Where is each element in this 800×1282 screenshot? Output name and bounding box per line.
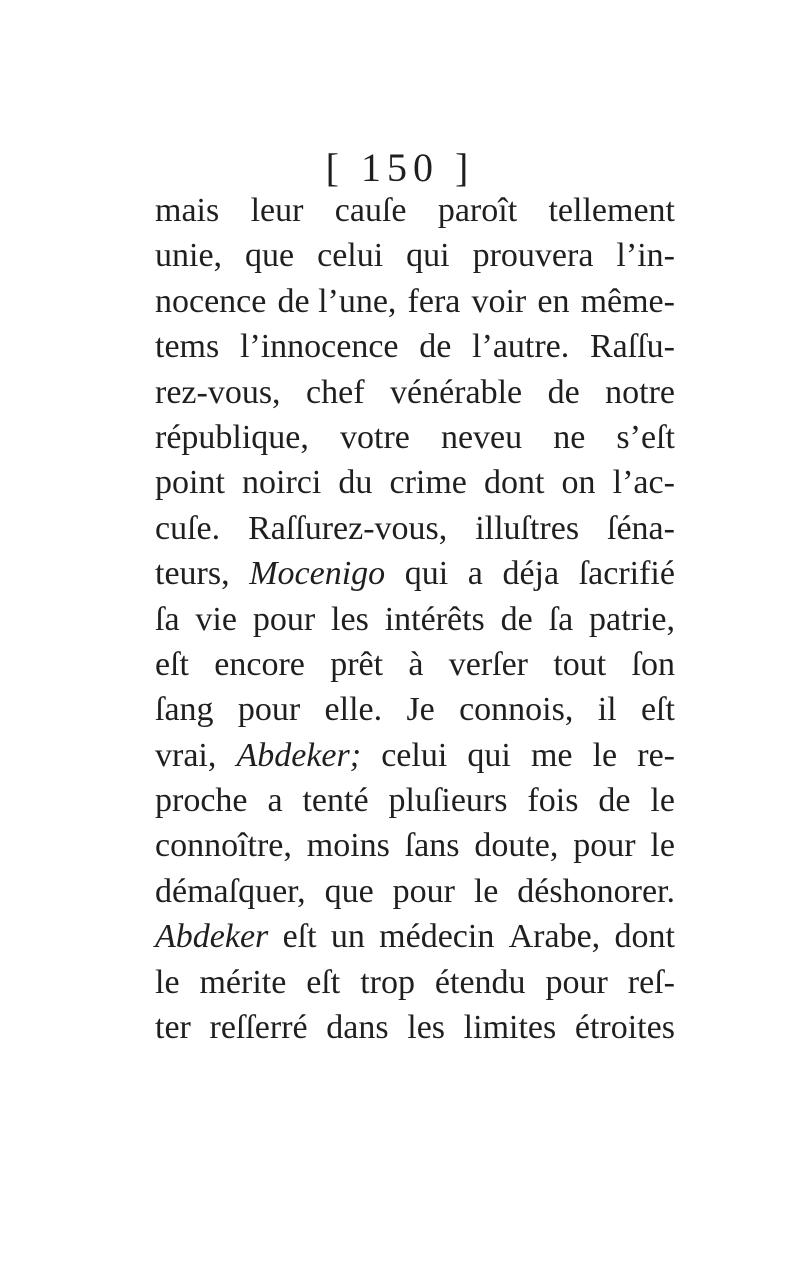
word: de <box>598 782 631 820</box>
word: fera <box>407 282 461 320</box>
word: eſt <box>282 918 317 956</box>
word: république, <box>155 418 309 456</box>
word: tems <box>155 328 220 366</box>
word: a <box>467 555 483 593</box>
word: verſer <box>448 645 529 683</box>
word: unie, <box>155 237 223 275</box>
text-line <box>155 188 675 233</box>
word: chef <box>306 373 365 411</box>
word: un <box>330 918 365 956</box>
word: pour <box>252 600 316 638</box>
word: voir <box>471 282 527 320</box>
word: mais <box>155 192 220 229</box>
word: vie <box>195 600 237 638</box>
word: illuſtres <box>475 509 580 547</box>
word: Je <box>406 691 435 729</box>
word: neveu <box>440 418 523 456</box>
word: nocence <box>155 282 267 320</box>
text-line <box>155 506 675 551</box>
word: déshonorer. <box>517 872 675 910</box>
word: mérite <box>199 963 287 1001</box>
text-line <box>155 324 675 369</box>
word: tellement <box>548 192 675 229</box>
word: votre <box>340 418 410 456</box>
word: les <box>331 600 369 638</box>
text-line <box>155 823 675 868</box>
word: de <box>547 373 580 411</box>
word: démaſquer, <box>155 872 306 910</box>
word: doute, <box>474 827 559 865</box>
word: vrai, <box>155 736 217 774</box>
word: proche <box>155 782 248 820</box>
word: notre <box>605 373 675 411</box>
word: pour <box>545 963 608 1001</box>
word: étendu <box>434 963 526 1001</box>
word: ne <box>553 418 586 456</box>
text-line <box>155 687 675 732</box>
word: Raſſurez-vous, <box>248 509 448 547</box>
word: qui <box>404 555 449 593</box>
text-line <box>155 778 675 823</box>
word: Mocenigo <box>249 555 386 593</box>
word: ſacrifié <box>578 555 675 593</box>
word: cuſe. <box>155 509 221 547</box>
text-line <box>155 914 675 959</box>
text-line <box>155 642 675 687</box>
word: rez-vous, <box>155 373 281 411</box>
word: Raſſu- <box>589 328 675 366</box>
word: ſa <box>548 600 574 638</box>
text-line <box>155 960 675 1005</box>
word: vénérable <box>389 373 523 411</box>
word: Abdeker; <box>236 736 362 774</box>
text-line <box>155 551 675 596</box>
word: a <box>267 782 283 820</box>
word: cauſe <box>334 192 407 229</box>
word: dont <box>484 464 545 502</box>
word: encore <box>214 645 305 683</box>
text-line <box>155 869 675 914</box>
word: déja <box>502 555 560 593</box>
word: on <box>561 464 596 502</box>
word: en <box>537 282 570 320</box>
word: eſt <box>306 963 341 1001</box>
word: tenté <box>302 782 369 820</box>
text-line <box>155 279 675 324</box>
word: Arabe, <box>508 918 601 956</box>
word: que <box>245 237 295 275</box>
word: prouvera <box>472 237 594 275</box>
word: qui <box>406 237 450 275</box>
text-line <box>155 415 675 460</box>
word: prêt <box>330 645 384 683</box>
word: le <box>592 736 618 774</box>
word: intérêts <box>384 600 485 638</box>
word: eſt <box>640 691 675 729</box>
text-line <box>155 597 675 642</box>
word: même- <box>580 282 675 320</box>
word: l’ac- <box>612 464 675 502</box>
word: ſans <box>404 827 460 865</box>
word: ter <box>155 1009 191 1047</box>
word: dont <box>614 918 675 956</box>
word: re- <box>637 736 675 774</box>
word: que <box>324 872 374 910</box>
word: de <box>500 600 533 638</box>
word: me <box>530 736 573 774</box>
word: pour <box>392 872 455 910</box>
word: ſang <box>155 691 214 729</box>
word: l’innocence <box>239 328 399 366</box>
word: point <box>155 464 225 502</box>
word: l’autre. <box>472 328 570 366</box>
word: le <box>650 827 675 865</box>
word: pour <box>237 691 301 729</box>
word: ſon <box>631 645 675 683</box>
word: trop <box>360 963 415 1001</box>
word: tout <box>553 645 607 683</box>
word: celui <box>381 736 448 774</box>
word: patrie, <box>589 600 675 638</box>
word: ſa <box>155 600 180 638</box>
word: le <box>473 872 499 910</box>
word: l’in- <box>616 237 675 275</box>
word: de <box>419 328 452 366</box>
word: à <box>408 645 424 683</box>
word: crime <box>389 464 467 502</box>
word: le <box>155 963 180 1001</box>
word: leur <box>250 192 304 229</box>
word: moins <box>306 827 390 865</box>
word: celui <box>317 237 384 275</box>
word: teurs, <box>155 555 230 593</box>
word: fois <box>527 782 579 820</box>
word: connoître, <box>155 827 292 865</box>
word: médecin <box>379 918 495 956</box>
word: s’eſt <box>616 418 675 456</box>
page-number: [ 150 ] <box>325 145 475 190</box>
text-line <box>155 1005 675 1050</box>
word: pluſieurs <box>388 782 508 820</box>
word: ſéna- <box>607 509 675 547</box>
word: connois, <box>459 691 574 729</box>
word: de l’une, <box>277 282 397 320</box>
text-line <box>155 733 675 778</box>
word: étroites <box>574 1009 675 1047</box>
body-text <box>155 188 675 1050</box>
word: Abdeker <box>155 918 269 956</box>
word: il <box>597 691 617 729</box>
word: paroît <box>437 192 518 229</box>
word: reſ- <box>627 963 675 1001</box>
word: reſſerré <box>209 1009 308 1047</box>
word: du <box>338 464 373 502</box>
word: qui <box>467 736 511 774</box>
word: les <box>407 1009 446 1047</box>
word: le <box>650 782 675 820</box>
word: limites <box>463 1009 557 1047</box>
word: eſt <box>155 645 189 683</box>
word: noirci <box>242 464 322 502</box>
text-line <box>155 460 675 505</box>
text-line <box>155 370 675 415</box>
word: pour <box>573 827 636 865</box>
word: elle. <box>324 691 383 729</box>
text-line <box>155 233 675 278</box>
word: dans <box>326 1009 389 1047</box>
